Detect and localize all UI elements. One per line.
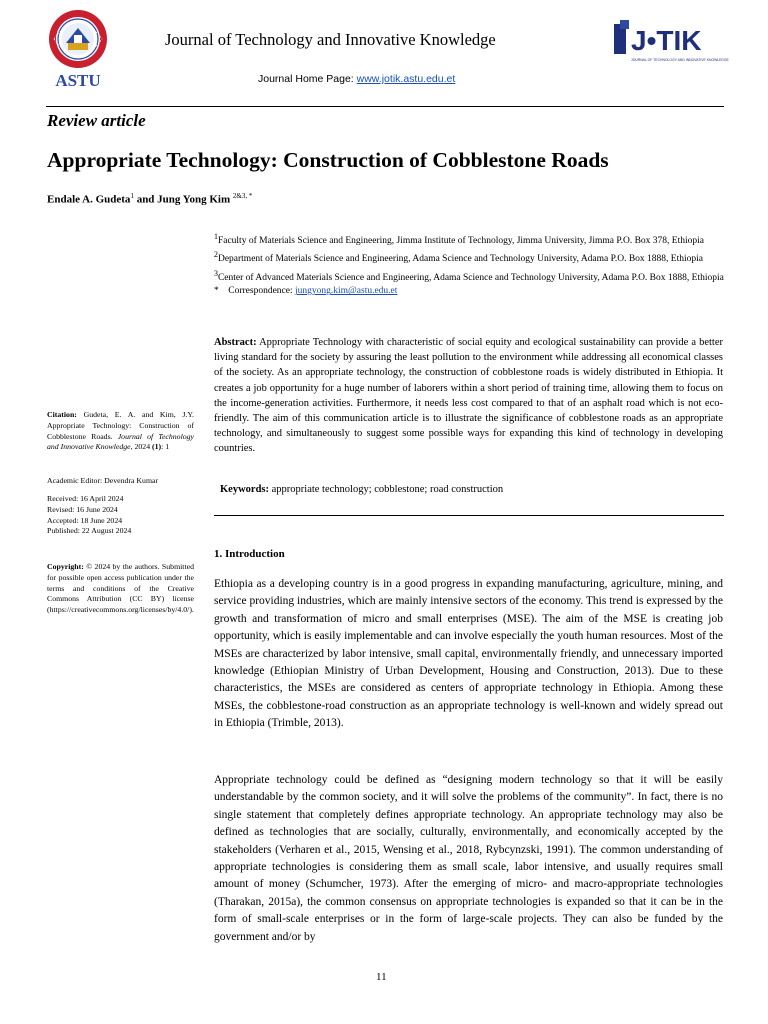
correspondence-email-link[interactable]: jungyong.kim@astu.edu.et xyxy=(295,286,398,297)
correspondence-label: Correspondence: xyxy=(228,286,295,297)
body-paragraph: Ethiopia as a developing country is in a good progress in expanding manufacturing, agriculture, mining, and service providing industries, which are mainly intensive sectors of the economy. This trend is expressed by the growth and transformation of micro and small enterprises (MSE). The aim of the MSE is creating job opportunity, which is easily implementable and can involve especially the youth human resources. Most of the MSEs are characterized by labor intensive, small capital, environmentally friendly, and unnecessary imported knowledge (Ethiopian Ministry of Urban Development, Housing and Construction, 2013). Due to these characteristics, the MSEs are considered as centers of appropriate technology in Ethiopia. Among these MSEs, the cobblestone-road construction as an appropriate technology is well-known and widely spread out in Ethiopia (Trimble, 2013). xyxy=(214,578,723,730)
keywords-label: Keywords: xyxy=(220,484,269,495)
homepage-link[interactable]: www.jotik.astu.edu.et xyxy=(356,73,456,85)
copyright-label: Copyright: xyxy=(47,562,84,571)
abstract-divider xyxy=(214,515,724,516)
astu-logo xyxy=(44,8,112,92)
svg-text:JOURNAL OF TECHNOLOGY AND INNO: JOURNAL OF TECHNOLOGY AND INNOVATIVE KNOWLEDGE xyxy=(631,58,729,62)
citation-year: , 2024 xyxy=(130,442,153,452)
homepage-label: Journal Home Page: xyxy=(258,73,357,85)
section-heading: 1. Introduction xyxy=(214,548,285,560)
affiliation-text: Faculty of Materials Science and Engineering, Jimma Institute of Technology, Jimma University, Jimma P.O. Box 378, Ethiopia xyxy=(217,236,704,247)
affiliation-item xyxy=(214,267,724,285)
author-2-affiliation: 2&3, * xyxy=(232,192,253,200)
article-authors xyxy=(47,192,252,206)
citation-issue: (1) xyxy=(152,442,162,452)
citation-journal: Journal of Technology and Innovative Knowledge xyxy=(47,431,194,452)
affiliation-marker: 3 xyxy=(214,268,218,278)
journal-title: Journal of Technology and Innovative Knowledge xyxy=(165,30,496,49)
author-1-affiliation: 1 xyxy=(130,192,134,200)
article-dates xyxy=(47,494,194,537)
affiliations xyxy=(214,230,724,299)
citation-text: Gudeta, E. A. and Kim, J.Y. Appropriate Technology: Construction of Cobblestone Roads. xyxy=(47,410,194,441)
svg-text:ASTU: ASTU xyxy=(55,71,101,90)
correspondence-marker: * xyxy=(214,286,219,297)
keywords-text: appropriate technology; cobblestone; road construction xyxy=(269,484,504,495)
abstract-text: Appropriate Technology with characteristic of social equity and ecological sustainability can provide a better living standard for the society by assuring the least pollution to the environment while addressing all economical classes of the society. As an appropriate technology, the construction of cobblestone roads is widely distributed in Ethiopia. It creates a job opportunity for a huge number of laborers within a short period of training time, allowing them to focus on the income-generation activities. Furthermore, it needs less cost compared to that of an asphalt road which is not eco-friendly. The aim of this communication article is to illustrate the significance of cobblestone roads as an appropriate technology, and simultaneously to suggest some possible ways for expanding this kind of technology in developing countries. xyxy=(214,337,723,455)
affiliation-text: Department of Materials Science and Engineering, Adama Science and Technology University, Adama P.O. Box 1888, Ethiopia xyxy=(217,254,703,265)
citation-page: : 1 xyxy=(161,442,170,452)
affiliation-text: Center of Advanced Materials Science and Engineering, Adama Science and Technology University, Adama P.O. Box 1888, Ethiopia xyxy=(217,273,724,284)
keywords xyxy=(220,484,503,495)
astu-seal-icon xyxy=(44,8,112,92)
citation xyxy=(47,410,194,453)
affiliation-item xyxy=(214,230,724,248)
copyright-text: © 2024 by the authors. Submitted for possible open access publication under the terms and conditions of the Creative Commons Attribution (CC BY) license (https://creativecommons.org/licenses/by/4.0/). xyxy=(47,562,194,615)
jotik-logo-icon xyxy=(612,20,729,64)
body-paragraph: Appropriate technology could be defined as “designing modern technology so that it will be easily understandable by the common society, and it will solve the problems of the community”. In fact, there is no single statement that completely defines appropriate technology. An appropriate technology may also be defined as technologies that are socially, culturally, environmentally, and economically accepted by the stakeholders (Verharen et al., 2015, Wensing et al., 2018, Rybcynzski, 1991). The common understanding of appropriate technologies is considering them as small scale, labor intensive, and usually requires small amount of money (Schumcher, 1973). After the emerging of micro- and macro-appropriate technologies (Tharakan, 2015a), the common consensus on appropriate technologies is expanded so that it can be in the form of small-scale enterprises or in the form of large-scale projects. They can also be funded by the government and/or by xyxy=(214,774,723,943)
page-number: 11 xyxy=(376,971,387,983)
svg-text:J•TIK: J•TIK xyxy=(631,25,702,56)
author-1: Endale A. Gudeta xyxy=(47,193,131,206)
affiliation-marker: 1 xyxy=(214,232,218,241)
academic-editor: Academic Editor: Devendra Kumar xyxy=(47,476,159,485)
citation-label: Citation: xyxy=(47,410,77,419)
date-received: Received: 16 April 2024 xyxy=(47,494,124,503)
date-accepted: Accepted: 18 June 2024 xyxy=(47,515,123,525)
correspondence xyxy=(214,285,724,298)
journal-homepage xyxy=(258,73,455,85)
copyright-notice xyxy=(47,562,194,616)
article-title: Appropriate Technology: Construction of Cobblestone Roads xyxy=(47,148,609,172)
author-join: and Jung Yong Kim xyxy=(133,193,233,206)
affiliation-marker: 2 xyxy=(214,250,218,260)
article-type: Review article xyxy=(47,111,146,130)
affiliation-item xyxy=(214,248,724,266)
abstract-label: Abstract: xyxy=(214,337,257,348)
date-published: Published: 22 August 2024 xyxy=(47,526,132,536)
abstract xyxy=(214,335,723,457)
jotik-logo xyxy=(612,20,729,64)
header-divider xyxy=(46,106,724,107)
date-revised: Revised: 16 June 2024 xyxy=(47,504,118,514)
